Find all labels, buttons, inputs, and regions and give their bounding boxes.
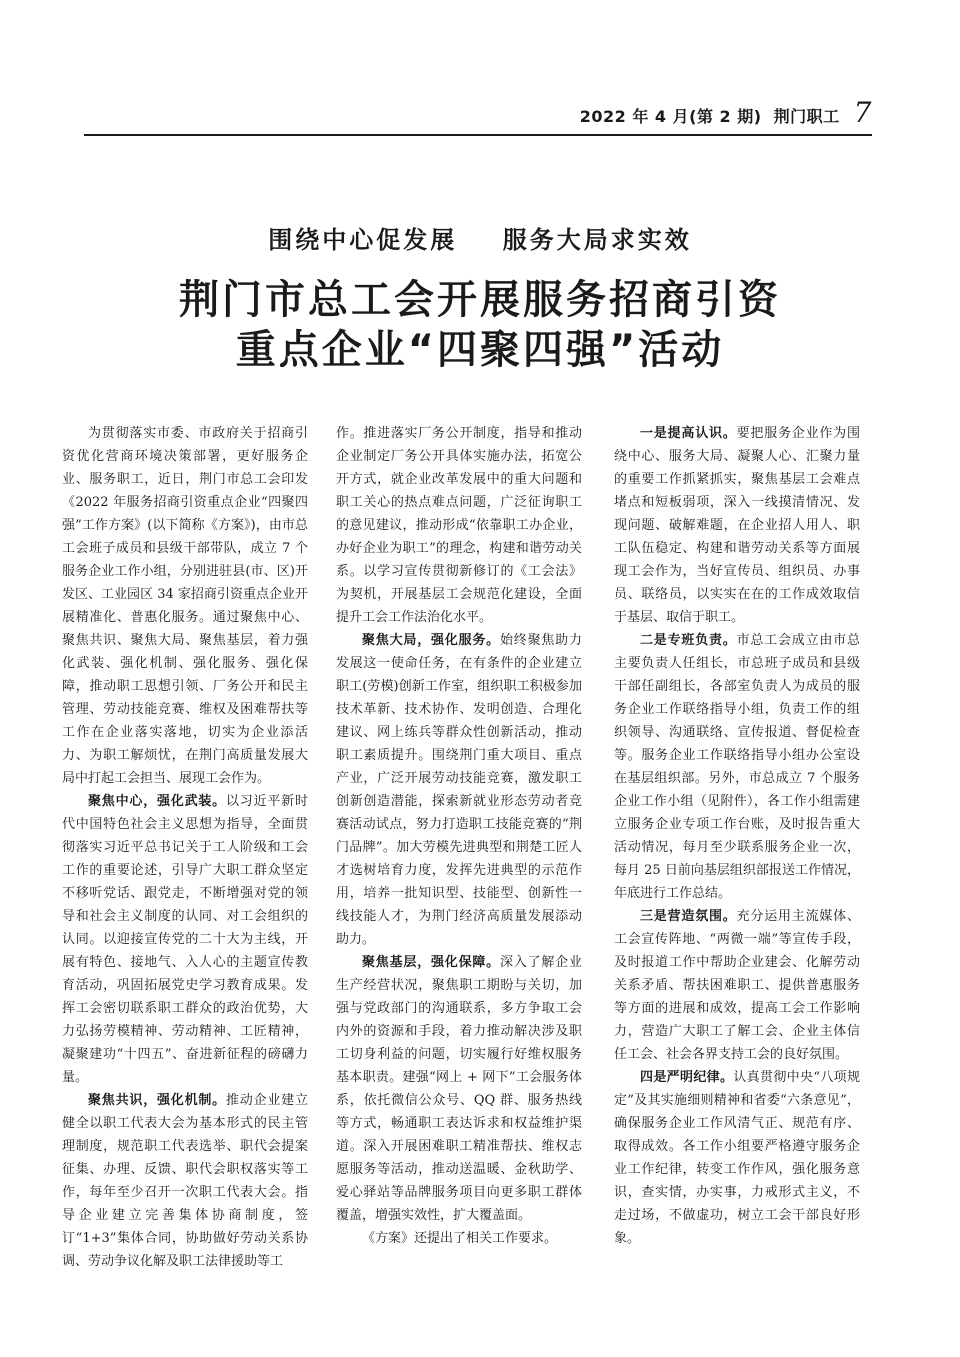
title-line-1: 荆门市总工会开展服务招商引资	[179, 277, 781, 323]
requirement-body: 认真贯彻中央“八项规定”及其实施细则精神和省委“六条意见”，确保服务企业工作风清气正、规范有序、取得成效。各工作小组要严格遵守服务企业工作纪律，转变工作作风，强化服务意识，查实情，办实事，力戒形式主义，不走过场，不做虚功，树立工会干部良好形象。	[614, 1070, 860, 1246]
section-body: 始终聚焦助力发展这一使命任务，在有条件的企业建立职工(劳模)创新工作室，组织职工积极参加技术革新、技术协作、发明创造、合理化建议、网上练兵等群众性创新活动，推动职工素质提升。围绕荆门重大项目、重点产业，广泛开展劳动技能竞赛，激发职工创新创造潜能，探索新就业形态劳动者竞赛活动试点，努力打造职工技能竞赛的“荆门品牌”。加大劳模先进典型和荆楚工匠人才选树培育力度，发挥先进典型的示范作用，培养一批知识型、技能型、创新性一线技能人才，为荆门经济高质量发展添动助力。	[336, 633, 582, 947]
requirement-lead: 四是严明纪律。	[640, 1070, 734, 1085]
header-divider	[84, 134, 872, 136]
article-title	[0, 275, 960, 375]
requirement-paragraph	[614, 1066, 860, 1250]
intro-paragraph: 为贯彻落实市委、市政府关于招商引资优化营商环境决策部署，更好服务企业、服务职工，近日，荆门市总工会印发《2022 年服务招商引资重点企业“四聚四强”工作方案》(以下简称《方案》)，由市总工会班子成员和县级干部带队，成立 7 个服务企业工作小组，分别进驻县(市、区)开发区、工业园区 34 家招商引资重点企业开展精准化、普惠化服务。通过聚焦中心、聚焦共识、聚焦大局、聚焦基层，着力强化武装、强化机制、强化服务、强化保障，推动职工思想引领、厂务公开和民主管理、劳动技能竞赛、维权及困难帮扶等工作在企业落实落地，切实为企业添活力、为职工解烦忧，在荆门高质量发展大局中打起工会担当、展现工会作为。	[62, 426, 308, 786]
section-paragraph	[62, 790, 308, 1089]
section-paragraph	[62, 1089, 308, 1273]
column-3	[614, 422, 860, 1250]
section-paragraph	[336, 951, 582, 1227]
requirements-intro: 《方案》还提出了相关工作要求。	[362, 1231, 558, 1246]
issue-info: 2022 年 4 月(第 2 期) 荆门职工	[579, 107, 840, 126]
section-paragraph	[336, 629, 582, 951]
column-2	[336, 422, 582, 1250]
requirement-paragraph	[614, 629, 860, 905]
requirement-lead: 二是专班负责。	[640, 633, 737, 648]
requirement-lead: 三是营造氛围。	[640, 909, 737, 924]
requirement-lead: 一是提高认识。	[640, 426, 737, 441]
requirement-body: 市总工会成立由市总主要负责人任组长，市总班子成员和县级干部任副组长，各部室负责人为成员的服务企业工作联络指导小组，负责工作的组织领导、沟通联络、宣传报道、督促检查等。服务企业工作联络指导小组办公室设在基层组织部。另外，市总成立 7 个服务企业工作小组（见附件），各工作小组需建立服务企业专项工作台账，及时报告重大活动情况，每月至少联系服务企业一次，每月 25 日前向基层组织部报送工作情况，年底进行工作总结。	[614, 633, 860, 901]
column-1	[62, 422, 308, 1273]
page-header	[580, 96, 872, 129]
page-number: 7	[853, 96, 872, 129]
article-subtitle: 围绕中心促发展 服务大局求实效	[268, 225, 692, 254]
section-body: 深入了解企业生产经营状况，聚焦职工期盼与关切，加强与党政部门的沟通联系，多方争取工会内外的资源和手段，着力推动解决涉及职工切身利益的问题，切实履行好维权服务基本职责。建强“网上 + 网下”工会服务体系，依托微信公众号、QQ 群、服务热线等方式，畅通职工表达诉求和权益维护渠道。深入开展困难职工精准帮扶、维权志愿服务等活动，推动送温暖、金秋助学、爱心驿站等品牌服务项目向更多职工群体覆盖，增强实效性，扩大覆盖面。	[336, 955, 582, 1223]
section-body: 推动企业建立健全以职工代表大会为基本形式的民主管理制度，规范职工代表选举、职代会提案征集、办理、反馈、职代会职权落实等工作，每年至少召开一次职工代表大会。指导企业建立完善集体协商制度，签订“1+3”集体合同，协助做好劳动关系协调、劳动争议化解及职工法律援助等工	[62, 1093, 308, 1269]
continued-paragraph: 作。推进落实厂务公开制度，指导和推动企业制定厂务公开具体实施办法，拓宽公开方式，就企业改革发展中的重大问题和职工关心的热点难点问题，广泛征询职工的意见建议，推动形成“依靠职工办企业，办好企业为职工”的理念，构建和谐劳动关系。以学习宣传贯彻新修订的《工会法》为契机，开展基层工会规范化建设，全面提升工会工作法治化水平。	[336, 426, 582, 625]
section-body: 以习近平新时代中国特色社会主义思想为指导，全面贯彻落实习近平总书记关于工人阶级和工会工作的重要论述，引导广大职工群众坚定不移听党话、跟党走，不断增强对党的领导和社会主义制度的认同、对工会组织的认同。以迎接宣传党的二十大为主线，开展有特色、接地气、入人心的主题宣传教育活动，巩固拓展党史学习教育成果。发挥工会密切联系职工群众的政治优势，大力弘扬劳模精神、劳动精神、工匠精神，凝聚建功“十四五”、奋进新征程的磅礴力量。	[62, 794, 308, 1085]
requirement-paragraph	[614, 422, 860, 629]
section-lead: 聚焦共识，强化机制。	[88, 1093, 226, 1108]
section-lead: 聚焦大局，强化服务。	[362, 633, 500, 648]
requirement-body: 充分运用主流媒体、工会宣传阵地、“两微一端”等宣传手段，及时报道工作中帮助企业建会、化解劳动关系矛盾、帮扶困难职工、提供普惠服务等方面的进展和成效，提高工会工作影响力，营造广大职工了解工会、企业主体信任工会、社会各界支持工会的良好氛围。	[614, 909, 860, 1062]
title-line-2: 重点企业“四聚四强”活动	[235, 327, 725, 373]
section-lead: 聚焦中心，强化武装。	[88, 794, 226, 809]
section-lead: 聚焦基层，强化保障。	[362, 955, 500, 970]
requirement-body: 要把服务企业作为围绕中心、服务大局、凝聚人心、汇聚力量的重要工作抓紧抓实，聚焦基层工会难点堵点和短板弱项，深入一线摸清情况、发现问题、破解难题，在企业招人用人、职工队伍稳定、构建和谐劳动关系等方面展现工会作为，当好宣传员、组织员、办事员、联络员，以实实在在的工作成效取信于基层、取信于职工。	[614, 426, 860, 625]
requirement-paragraph	[614, 905, 860, 1066]
